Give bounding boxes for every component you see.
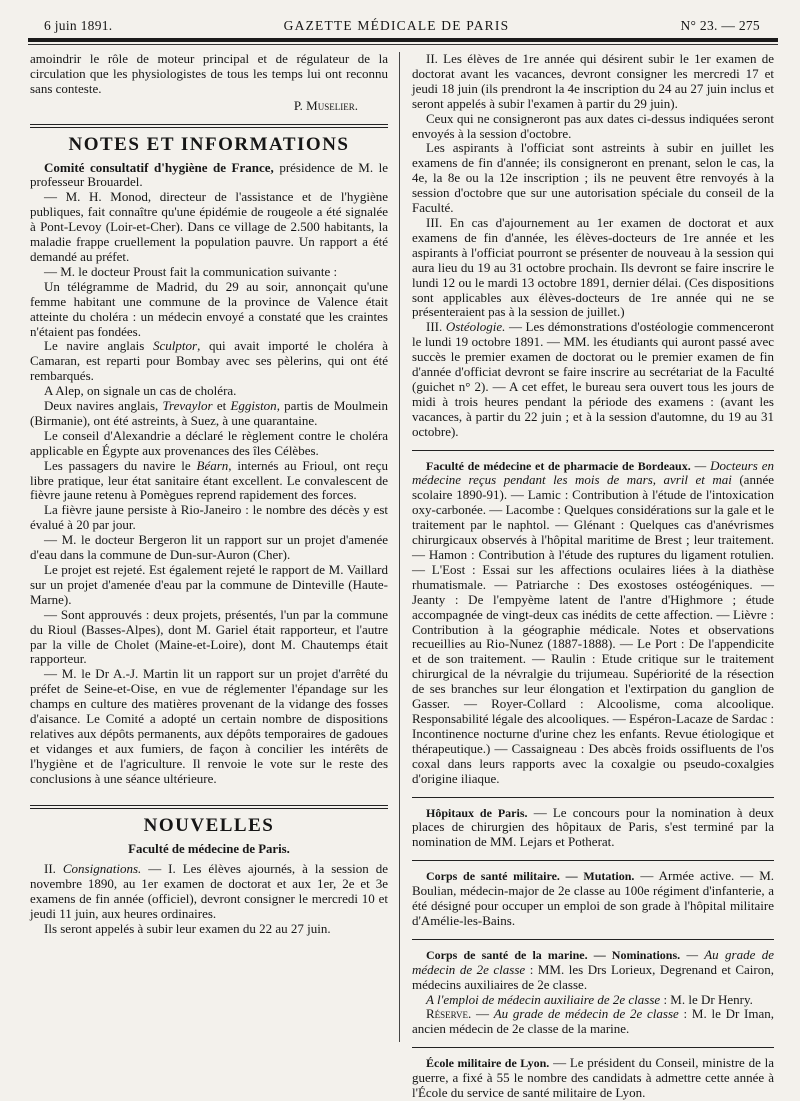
- header-rule: [28, 38, 778, 42]
- bearn-a: Les passagers du navire le: [44, 457, 197, 473]
- right-column: [412, 52, 774, 1101]
- hopitaux-text: — Le concours pour la nomination à deux places de chirurgien des hôpitaux de Paris, s'est terminé par la nomination de MM. Lejars et Potherat.: [412, 804, 774, 850]
- proust-paragraph: — M. le docteur Proust fait la communication suivante :: [44, 263, 338, 279]
- header-date: 6 juin 1891.: [44, 18, 113, 33]
- bordeaux-list: Lamic : Contribution à l'étude de l'intoxication oxy-carbonée. — Lacombe : Quelques considérations sur la gale et le traitement par le naphtol. — Glénant : Quelques cas d'anévrismes chirurgicaux observés à l'hôpital maritime de Brest ; leur traitement. — Hamon : Contribution à l'étude des ruptures du ligament rotulien. — L'Eost : Essai sur les affections oculaires liées à la diathèse rhumatismale. — Patriarche : Des exostoses ostéogéniques. — Jeanty : De l'empyème latent de l'antre d'Highmore ; étude accompagnée de vingt-deux cas inédits de cette affection. — Lièvre : Contribution à la géographie médicale. Notes et observations recueillies au Rio-Nunez (1887-1888). — Le Port : De l'appendicite et de son traitement. — Raulin : Etude critique sur le traitement chirurgical de la névralgie du trijumeau. Supériorité de la résection de ses branches sur leur élongation et l'extirpation du ganglion de Gasser. — Royer-Collard : Alcoolisme, coma alcoolique. Responsabilité légale des alcooliques. — Espéron-Lacaze de Sardac : Incontinence nocturne d'urine chez les enfants. Revue étiologique et thérapeutique.) — Cassaigneau : Des abcès froids ossifluents de l'os coxal dans leurs rapports avec la coxalgie ou pseudo-coxalgies d'origine iliaque.: [412, 487, 774, 786]
- monod-paragraph: — M. H. Monod, directeur de l'assistance et de l'hygiène publiques, fait connaître qu'une épidémie de rougeole a été signalée à Pont-Levoy (Loir-et-Cher). Dans ce village de 2.500 habitants, la maladie frappe cruellement la population pauvre. Un rapport a été demandé au préfet.: [30, 189, 388, 264]
- osteo-a: III.: [426, 319, 446, 335]
- section-rule: [412, 939, 774, 940]
- ship-name: Trevaylor: [162, 398, 213, 414]
- bearn-paragraph: [30, 459, 388, 504]
- marine-reserve-paragraph: [412, 1007, 774, 1037]
- militaire-text: — Armée active. — M. Boulian, médecin-major de 2e classe au 100e régiment d'infanterie, a été désigné pour occuper un emploi de son grade à l'hôpital militaire d'Amélie-les-Bains.: [412, 868, 775, 928]
- marine-res-c: : M. le Dr Iman, ancien médecin de 2e classe de la marine.: [412, 1006, 775, 1037]
- sculptor-paragraph: [30, 339, 388, 384]
- column-divider: [399, 52, 400, 1042]
- militaire-paragraph: [412, 869, 774, 929]
- section-rule: [412, 1047, 774, 1048]
- bergeron-paragraph: — M. le docteur Bergeron lit un rapport sur un projet d'amenée d'eau dans la commune de Dun-sur-Auron (Cher).: [30, 532, 388, 563]
- ship-name: Sculptor: [153, 338, 198, 354]
- marine-res-a: Réserve. —: [426, 1006, 494, 1022]
- aspirants-paragraph: Les aspirants à l'officiat sont astreints à subir en juillet les examens de fin d'année; ils consigneront en prenant, selon le cas, la 4e, la 8e ou la 12e inscription ; ils ne peuvent être renvoyés à la session d'octobre que sur une autorisation spéciale du conseil de la Faculté.: [412, 140, 774, 216]
- bordeaux-heading: Faculté de médecine et de pharmacie de Bordeaux.: [426, 458, 691, 473]
- rejete-paragraph: Le projet est rejeté. Est également rejeté le rapport de M. Vaillard sur un projet d'amenée d'eau par la commune de Dinteville (Haute-Marne).: [30, 562, 388, 607]
- marine-aux-a: A l'emploi de médecin auxiliaire de 2e classe: [426, 991, 661, 1007]
- section-rule: [412, 797, 774, 798]
- marine-paragraph: [412, 948, 774, 993]
- marine-grade: — Au grade de médecin de 2e classe: [412, 946, 774, 977]
- deux-b: , partis de Moulmein (Birmanie), ont été astreints, à Suez, à une quarantaine.: [30, 398, 388, 428]
- consign-label: Consignations.: [62, 861, 142, 877]
- bordeaux-sub: — Docteurs en médecine reçus pendant les mois de mars, avril et mai: [412, 457, 774, 488]
- header-rule-thin: [28, 44, 778, 45]
- header-title: GAZETTE MÉDICALE DE PARIS: [283, 18, 510, 33]
- alexandrie-paragraph: Le conseil d'Alexandrie a déclaré le règlement contre le choléra applicable en Égypte aux provenances des îles Célèbes.: [30, 427, 388, 458]
- bearn-b: , internés au Frioul, ont reçu libre pratique, leur état sanitaire étant excellent. Le convalescent de fièvre jaune retenu à Pomègues reprend rapidement des forces.: [30, 457, 389, 503]
- signature: P. Muselier.: [293, 97, 358, 113]
- intro-paragraph: amoindrir le rôle de moteur principal et de régulateur de la circulation que les physiologistes de tous les temps lui ont reconnu sans conteste.: [30, 51, 388, 96]
- nouvelles-heading: NOUVELLES: [143, 814, 275, 836]
- marine-heading: Corps de santé de la marine. — Nominations.: [426, 947, 681, 962]
- alep-paragraph: A Alep, on signale un cas de choléra.: [44, 383, 237, 399]
- marine-text: : MM. les Drs Lorieux, Degrenand et Cairon, médecins auxiliaires de 2e classe.: [412, 961, 774, 992]
- section-rule: [412, 860, 774, 861]
- section-rule: [412, 450, 774, 451]
- deux-a: Deux navires anglais,: [44, 398, 163, 414]
- marine-aux-b: : M. le Dr Henry.: [660, 991, 753, 1007]
- ii-paragraph: II. Les élèves de 1re année qui désirent subir le 1er examen de doctorat avant les vacances, devront consigner les mercredi 17 et jeudi 18 juin (ils prendront la 4e inscription du 24 au 27 juin inclus et seront appelés à subir l'examen à partir du 29 juin).: [412, 51, 774, 111]
- sculptor-a: Le navire anglais: [44, 338, 153, 354]
- madrid-paragraph: Un télégramme de Madrid, du 29 au soir, annonçait qu'une femme habitant une commune de la province de Valence était atteinte du choléra : un médecin envoyé a constaté que les craintes n'étaient pas fondées.: [30, 278, 388, 339]
- deux-mid: et: [212, 398, 231, 414]
- comite-lead: Comité consultatif d'hygiène de France,: [44, 159, 274, 175]
- consignations-paragraph: [30, 862, 388, 922]
- approuves-paragraph: — Sont approuvés : deux projets, présentés, l'un par la commune du Rioul (Basses-Alpes), dont M. Gariel était rapporteur, et l'autre par la ville de Cholet (Maine-et-Loire), dont M. Chautemps était rapporteur.: [30, 606, 388, 667]
- sculptor-b: , qui avait importé le choléra à Camaran, est reparti pour Bombay avec ses pèlerins, qui ont été rembarqués.: [30, 338, 388, 384]
- ship-name: Béarn: [196, 457, 229, 473]
- comite-paragraph: [30, 161, 388, 191]
- section-rule: [30, 805, 388, 809]
- hopitaux-paragraph: [412, 806, 774, 851]
- iii-paragraph: III. En cas d'ajournement au 1er examen de doctorat et aux examens de fin d'année, les élèves-docteurs de 1re année et les aspirants à l'officiat pourront se présenter de nouveau à la session qui aura lieu du 19 au 31 octobre prochain. Ils devront se faire inscrire le lundi 12 ou le mardi 13 octobre 1891, dernier délai. (Ces dispositions sont applicables aux élèves-docteurs de 1re année qui ne se présenteraient pas à la session de juillet.): [412, 214, 774, 320]
- consign-a: II.: [44, 861, 63, 877]
- consign-b: — I. Les élèves ajournés, à la session de novembre 1890, au 1er examen de doctorat et aux 1er, 2e et 3e examens de fin année (officiel), devront consigner le mercredi 10 et jeudi 11 juin, aux heures ordinaires.: [30, 861, 388, 922]
- left-column: [30, 52, 388, 937]
- header-issue: N° 23. — 275: [680, 18, 760, 33]
- osteo-label: Ostéologie.: [445, 319, 506, 335]
- comite-rest: présidence de M. le professeur Brouardel.: [30, 159, 388, 190]
- hopitaux-heading: Hôpitaux de Paris.: [426, 805, 528, 820]
- ship-name: Eggiston: [230, 398, 277, 414]
- faculte-paris-heading: Faculté de médecine de Paris.: [128, 841, 290, 856]
- fievre-paragraph: La fièvre jaune persiste à Rio-Janeiro : le nombre des décès y est évalué à 20 par jour.: [30, 502, 388, 533]
- section-rule: [30, 124, 388, 128]
- notes-heading: NOTES ET INFORMATIONS: [68, 133, 350, 155]
- marine-res-b: Au grade de médecin de 2e classe: [493, 1006, 679, 1022]
- ceux-paragraph: Ceux qui ne consigneront pas aux dates ci-dessus indiquées seront envoyés à la session d'octobre.: [412, 110, 774, 141]
- subir-paragraph: Ils seront appelés à subir leur examen du 22 au 27 juin.: [44, 921, 331, 937]
- marine-auxiliaire-paragraph: [412, 993, 774, 1008]
- deux-navires-paragraph: [30, 399, 388, 429]
- martin-paragraph: — M. le Dr A.-J. Martin lit un rapport sur un projet d'arrêté du préfet de Seine-et-Oise, en vue de réglementer l'épandage sur les champs en culture des matières provenant de la vidange des fosses d'aisance. Le Comité a adopté un certain nombre de dispositions relatives aux dépôts permanents, aux dépôts temporaires de gadoues et vidanges et aux fumiers, de façon à concilier les intérêts de l'hygiène et de l'agriculture. Il renvoie le vote sur le reste des conclusions à une séance ultérieure.: [30, 666, 388, 786]
- lyon-heading: École militaire de Lyon.: [426, 1056, 550, 1071]
- osteologie-paragraph: [412, 320, 774, 439]
- osteo-b: — Les démonstrations d'ostéologie commenceront le lundi 19 octobre 1891. — MM. les étudiants qui auront passé avec succès le premier examen de doctorat ou le premier examen de fin d'année d'officiat devront se faire inscrire au secrétariat de la Faculté (guichet n° 2). — A cet effet, le bureau sera ouvert tous les jours de midi à trois heures pendant la période des examens : (avant les vacances, à partir du 22 juin ; et à la session d'automne, du 19 au 31 octobre).: [412, 319, 774, 439]
- militaire-heading: Corps de santé militaire. — Mutation.: [426, 869, 635, 884]
- bordeaux-year: (année scolaire 1890-91). —: [412, 472, 774, 503]
- lyon-paragraph: [412, 1056, 774, 1101]
- page-header: [44, 14, 760, 34]
- lyon-text: — Le président du Conseil, ministre de la guerre, a fixé à 55 le nombre des candidats à admettre cette année à l'École du service de santé militaire de Lyon.: [412, 1055, 774, 1101]
- bordeaux-paragraph: [412, 459, 774, 787]
